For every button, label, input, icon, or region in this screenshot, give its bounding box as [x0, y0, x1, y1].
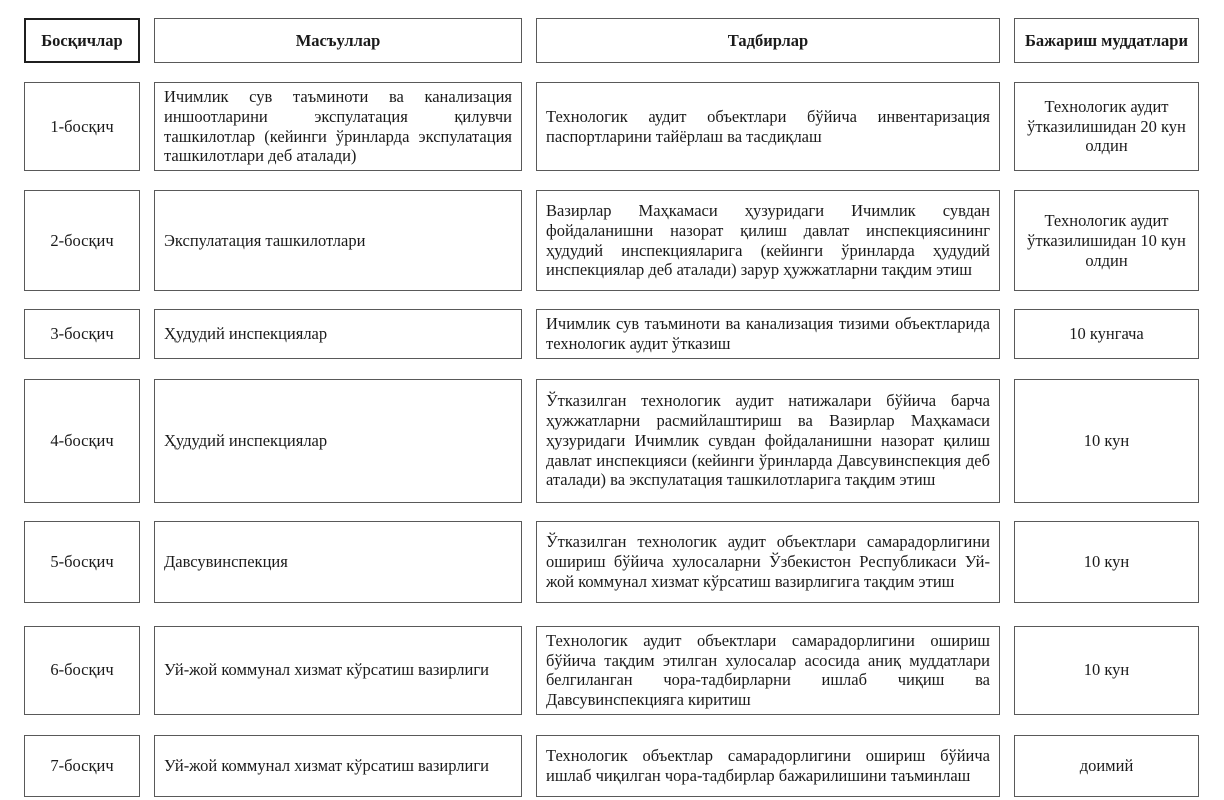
table-row [24, 190, 1200, 291]
header-responsible-label: Масъуллар [295, 30, 381, 50]
stage-label: 5-босқич [50, 551, 114, 571]
responsible-text: Уй-жой коммунал хизмат кўрсатиш вазирлиги [164, 660, 489, 680]
stage-label: 7-босқич [50, 756, 114, 776]
header-activities-label: Тадбирлар [727, 30, 809, 50]
header-deadlines [1014, 18, 1199, 63]
header-stages-label: Босқичлар [41, 30, 123, 50]
deadline-cell [1014, 379, 1199, 503]
table-header-row [24, 18, 1200, 63]
activity-cell [536, 379, 1000, 503]
activity-cell [536, 626, 1000, 715]
stage-label: 2-босқич [50, 230, 114, 250]
table-row [24, 626, 1200, 715]
deadline-text: 10 кунгача [1069, 324, 1144, 344]
responsible-cell [154, 379, 522, 503]
header-stages [24, 18, 140, 63]
responsible-text: Давсувинспекция [164, 551, 288, 571]
header-activities [536, 18, 1000, 63]
stage-label: 6-босқич [50, 660, 114, 680]
responsible-text: Ҳудудий инспекциялар [164, 430, 328, 450]
table-row [24, 521, 1200, 603]
stage-cell [24, 521, 140, 603]
activity-cell [536, 521, 1000, 603]
stage-label: 4-босқич [50, 430, 114, 450]
stage-label: 1-босқич [50, 116, 114, 136]
activity-text: Ичимлик сув таъминоти ва канализация тизими объектларида технологик аудит ўтказиш [546, 314, 990, 353]
responsible-cell [154, 190, 522, 291]
responsible-cell [154, 82, 522, 171]
deadline-cell [1014, 309, 1199, 359]
activity-cell [536, 735, 1000, 797]
stage-cell [24, 309, 140, 359]
deadline-cell [1014, 626, 1199, 715]
activity-text: Технологик аудит объектлари самарадорлигини ошириш бўйича тақдим этилган хулосалар асосида аниқ муддатлари белгиланган чора-тадбирларни ишлаб чиқиш ва Давсувинспекцияга киритиш [546, 630, 990, 710]
table-row [24, 309, 1200, 359]
stage-cell [24, 82, 140, 171]
stage-cell [24, 190, 140, 291]
header-responsible [154, 18, 522, 63]
table-row [24, 379, 1200, 503]
deadline-text: 10 кун [1083, 430, 1130, 450]
activity-text: Ўтказилган технологик аудит натижалари бўйича барча ҳужжатларни расмийлаштириш ва Вазирлар Маҳкамаси ҳузуридаги Ичимлик сувдан фойдаланишни назорат қилиш давлат инспекцияси (кейинги ўринларда Давсувинспекция деб аталади) ва экспулатация ташкилотларига тақдим этиш [546, 391, 990, 490]
deadline-text: Технологик аудит ўтказилишидан 20 кун олдин [1027, 96, 1186, 156]
deadline-text: 10 кун [1083, 660, 1130, 680]
deadline-text: Технологик аудит ўтказилишидан 10 кун олдин [1027, 210, 1186, 270]
activity-text: Вазирлар Маҳкамаси ҳузуридаги Ичимлик сувдан фойдаланишни назорат қилиш давлат инспекциясининг ҳудудий инспекцияларига (кейинги ўринларда ҳудудий инспекциялар деб аталади) зарур ҳужжатларни тақдим этиш [546, 201, 990, 280]
table-row [24, 82, 1200, 171]
responsible-text: Экспулатация ташкилотлари [164, 230, 366, 250]
header-deadlines-label: Бажариш муддатлари [1025, 30, 1188, 50]
deadline-cell [1014, 521, 1199, 603]
activity-cell [536, 309, 1000, 359]
deadline-cell [1014, 82, 1199, 171]
stage-cell [24, 626, 140, 715]
responsible-text: Ҳудудий инспекциялар [164, 324, 328, 344]
deadline-text: 10 кун [1083, 551, 1130, 571]
activity-cell [536, 190, 1000, 291]
activity-text: Технологик объектлар самарадорлигини ошириш бўйича ишлаб чиқилган чора-тадбирлар бажарилишини таъминлаш [546, 746, 990, 785]
activity-text: Ўтказилган технологик аудит объектлари самарадорлигини ошириш бўйича хулосаларни Ўзбекистон Республикаси Уй-жой коммунал хизмат кўрсатиш вазирлигига тақдим этиш [546, 532, 990, 591]
responsible-cell [154, 735, 522, 797]
responsible-cell [154, 521, 522, 603]
activity-text: Технологик аудит объектлари бўйича инвентаризация паспортларини тайёрлаш ва тасдиқлаш [546, 106, 990, 146]
activity-cell [536, 82, 1000, 171]
responsible-text: Уй-жой коммунал хизмат кўрсатиш вазирлиги [164, 756, 489, 776]
deadline-cell [1014, 190, 1199, 291]
table-row [24, 735, 1200, 797]
stage-cell [24, 379, 140, 503]
deadline-text: доимий [1079, 756, 1134, 776]
deadline-cell [1014, 735, 1199, 797]
responsible-text: Ичимлик сув таъминоти ва канализация иншоотларини экспулатация қилувчи ташкилотлар (кейинги ўринларда экспулатация ташкилотлари деб аталади) [164, 87, 512, 166]
responsible-cell [154, 309, 522, 359]
stage-cell [24, 735, 140, 797]
responsible-cell [154, 626, 522, 715]
stage-label: 3-босқич [50, 324, 114, 344]
